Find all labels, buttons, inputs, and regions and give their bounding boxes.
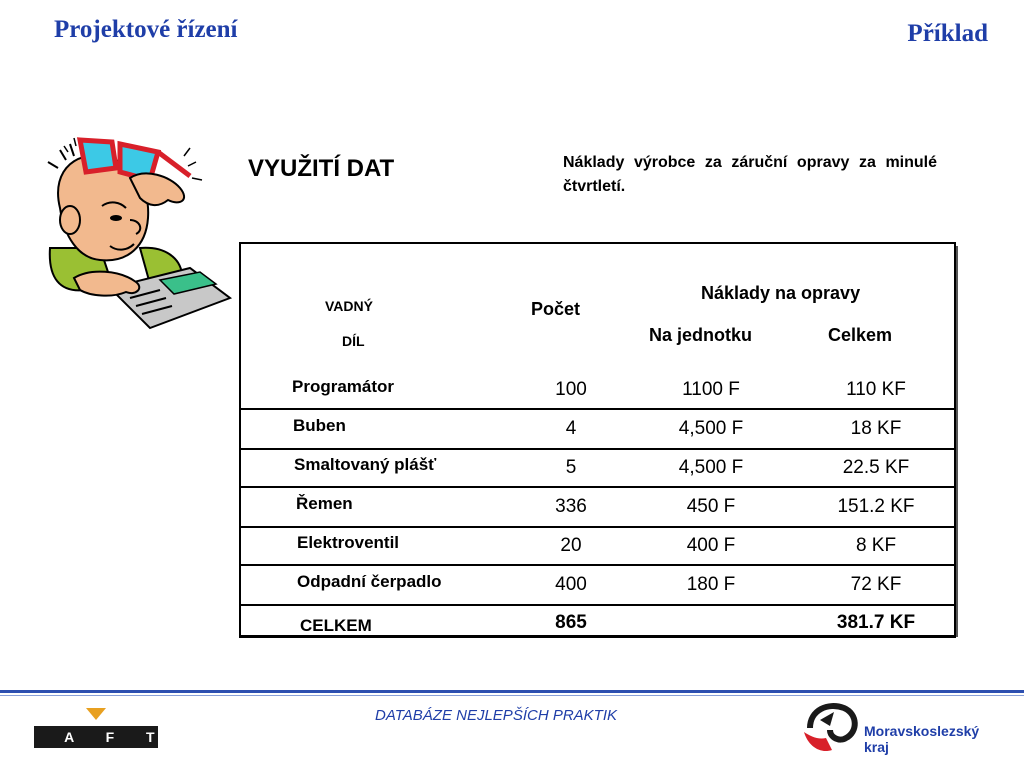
row-total-cost: 110 KF <box>846 379 906 400</box>
header-part-line2: DÍL <box>342 333 365 349</box>
row-count: 100 <box>555 379 587 400</box>
description-text: Náklady výrobce za záruční opravy za minulé čtvrtletí. <box>563 154 937 195</box>
row-total-cost: 72 KF <box>850 574 902 595</box>
slide-label: Příklad <box>907 20 988 47</box>
table-row <box>241 410 954 446</box>
row-unit-cost: 1100 F <box>682 379 740 400</box>
footer-divider <box>0 690 1024 693</box>
row-part-name: Odpadní čerpadlo <box>297 572 442 591</box>
row-count: 336 <box>555 496 587 517</box>
row-part-name: Smaltovaný plášť <box>294 455 437 474</box>
row-unit-cost: 4,500 F <box>678 457 744 478</box>
row-part-name: Elektroventil <box>297 533 400 552</box>
row-part-name: Programátor <box>292 377 395 396</box>
total-count: 865 <box>555 612 587 633</box>
row-count: 5 <box>565 457 577 478</box>
cartoon-person-calculator-illustration <box>40 128 240 338</box>
header-repair-costs: Náklady na opravy <box>701 283 861 303</box>
row-unit-cost: 400 F <box>686 535 736 556</box>
table-row <box>241 527 954 563</box>
header-count: Počet <box>531 299 581 319</box>
total-label: CELKEM <box>300 616 372 635</box>
row-unit-cost: 4,500 F <box>678 418 744 439</box>
row-count: 4 <box>565 418 577 439</box>
footer-divider-thin <box>0 695 1024 696</box>
footer-caption: DATABÁZE NEJLEPŠÍCH PRAKTIK <box>375 707 617 724</box>
table-row <box>241 566 954 602</box>
row-unit-cost: 450 F <box>686 496 736 517</box>
row-count: 20 <box>560 535 582 556</box>
table-row <box>241 371 954 407</box>
row-total-cost: 8 KF <box>855 535 897 556</box>
row-unit-cost: 180 F <box>686 574 736 595</box>
total-cost: 381.7 KF <box>836 612 916 633</box>
row-total-cost: 151.2 KF <box>837 496 915 517</box>
section-title: VYUŽITÍ DAT <box>248 155 395 182</box>
row-part-name: Buben <box>293 416 346 435</box>
table-row <box>241 488 954 524</box>
region-logo-line1: Moravskoslezský <box>864 723 980 739</box>
header-total-cost: Celkem <box>828 325 893 345</box>
row-count: 400 <box>555 574 587 595</box>
row-part-name: Řemen <box>296 494 353 513</box>
repair-costs-table <box>239 242 956 638</box>
saft-logo-text: S A F T <box>23 729 169 745</box>
table-row <box>241 449 954 485</box>
saft-logo <box>23 708 169 750</box>
region-logo-line2: kraj <box>864 739 889 755</box>
header-part-line1: VADNÝ <box>325 298 373 314</box>
presentation-title: Projektové řízení <box>54 16 238 43</box>
moravskoslezsky-kraj-logo <box>800 698 990 758</box>
row-total-cost: 22.5 KF <box>842 457 910 478</box>
table-total-row <box>241 606 954 642</box>
header-unit-cost: Na jednotku <box>649 325 753 345</box>
row-total-cost: 18 KF <box>850 418 902 439</box>
